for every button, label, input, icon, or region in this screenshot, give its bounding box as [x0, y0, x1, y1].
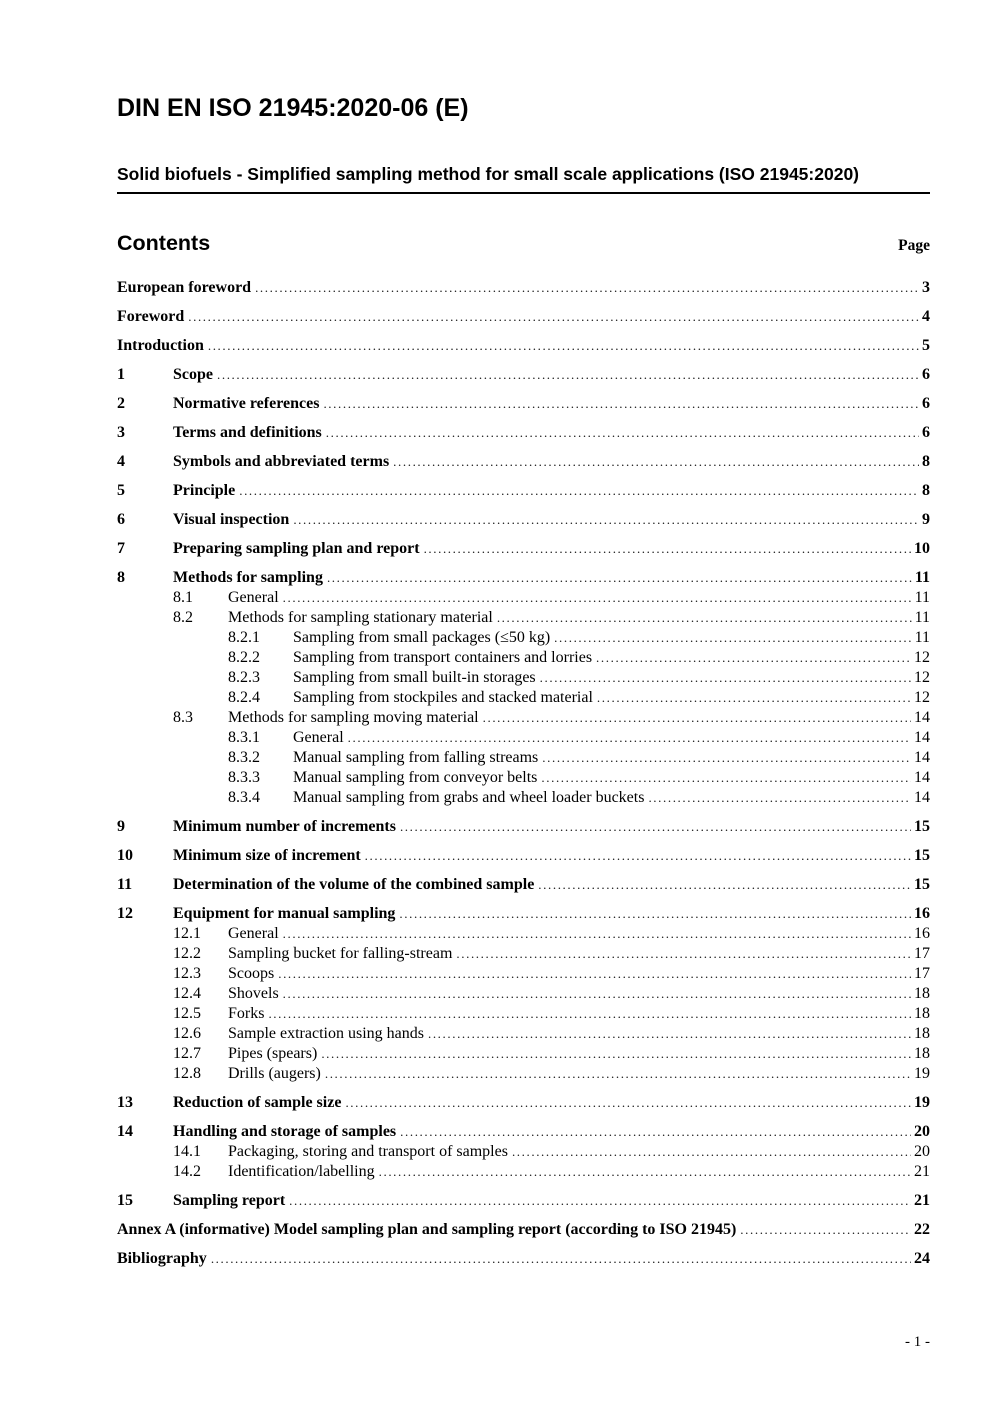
- toc-dot-leader: [283, 924, 911, 944]
- toc-entry-page: 9: [922, 511, 930, 529]
- toc-entry-number: 5: [117, 482, 125, 500]
- toc-entry[interactable]: [117, 768, 930, 788]
- toc-entry-page: 6: [922, 424, 930, 442]
- toc-entry-title: Introduction: [117, 337, 204, 355]
- toc-dot-leader: [597, 688, 911, 708]
- toc-entry[interactable]: [117, 365, 930, 385]
- toc-entry-title: General: [228, 925, 279, 943]
- toc-entry-page: 3: [922, 279, 930, 297]
- toc-entry[interactable]: [117, 1249, 930, 1269]
- toc-entry[interactable]: [117, 423, 930, 443]
- table-of-contents: [117, 278, 930, 1269]
- toc-entry-page: 8: [922, 453, 930, 471]
- toc-entry-title: Sampling report: [173, 1192, 286, 1210]
- toc-entry-title: Methods for sampling stationary material: [228, 609, 493, 627]
- toc-entry-number: 8.3.1: [228, 729, 260, 747]
- toc-entry-number: 9: [117, 818, 125, 836]
- toc-dot-leader: [483, 708, 911, 728]
- toc-entry[interactable]: [117, 875, 930, 895]
- toc-entry-title: Sampling bucket for falling-stream: [228, 945, 453, 963]
- toc-dot-leader: [648, 788, 911, 808]
- toc-entry-page: 20: [914, 1123, 930, 1141]
- toc-entry[interactable]: [117, 668, 930, 688]
- toc-entry-number: 12: [117, 905, 133, 923]
- toc-entry-number: 10: [117, 847, 133, 865]
- toc-dot-leader: [596, 648, 911, 668]
- toc-entry-page: 11: [914, 609, 930, 627]
- toc-entry-title: Manual sampling from grabs and wheel loader buckets: [293, 789, 645, 807]
- toc-dot-leader: [424, 539, 911, 559]
- toc-entry[interactable]: [117, 924, 930, 944]
- toc-entry-page: 11: [914, 629, 930, 647]
- document-title: DIN EN ISO 21945:2020-06 (E): [117, 94, 469, 122]
- toc-dot-leader: [379, 1162, 911, 1182]
- toc-entry-title: Shovels: [228, 985, 279, 1003]
- toc-dot-leader: [393, 452, 919, 472]
- toc-dot-leader: [327, 568, 912, 588]
- toc-entry-page: 14: [914, 769, 930, 787]
- toc-entry-page: 21: [914, 1192, 930, 1210]
- toc-entry-number: 8.2: [173, 609, 193, 627]
- toc-entry-title: Equipment for manual sampling: [173, 905, 396, 923]
- toc-dot-leader: [365, 846, 911, 866]
- toc-entry[interactable]: [117, 568, 930, 588]
- toc-entry[interactable]: [117, 1064, 930, 1084]
- toc-dot-leader: [278, 964, 911, 984]
- toc-entry-title: Methods for sampling moving material: [228, 709, 479, 727]
- contents-header: [117, 231, 930, 256]
- subtitle-rule: [117, 163, 930, 194]
- toc-dot-leader: [268, 1004, 911, 1024]
- toc-entry-number: 8.2.1: [228, 629, 260, 647]
- toc-entry-page: 11: [914, 589, 930, 607]
- toc-entry-title: Symbols and abbreviated terms: [173, 453, 390, 471]
- toc-entry[interactable]: [117, 748, 930, 768]
- toc-dot-leader: [512, 1142, 911, 1162]
- toc-entry-number: 12.6: [173, 1025, 201, 1043]
- toc-entry-title: Sampling from small built-in storages: [293, 669, 536, 687]
- toc-entry-title: Minimum number of increments: [173, 818, 396, 836]
- toc-entry[interactable]: [117, 588, 930, 608]
- toc-entry-page: 8: [922, 482, 930, 500]
- toc-entry-number: 4: [117, 453, 125, 471]
- toc-entry-number: 8.2.2: [228, 649, 260, 667]
- toc-dot-leader: [325, 1064, 911, 1084]
- toc-dot-leader: [345, 1093, 911, 1113]
- toc-entry[interactable]: [117, 788, 930, 808]
- toc-entry[interactable]: [117, 278, 930, 298]
- toc-entry[interactable]: [117, 452, 930, 472]
- toc-entry-number: 8.2.4: [228, 689, 260, 707]
- toc-dot-leader: [541, 768, 911, 788]
- toc-entry-title: Sampling from small packages (≤50 kg): [293, 629, 551, 647]
- toc-entry-title: Sampling from transport containers and lorries: [293, 649, 593, 667]
- toc-entry-title: Packaging, storing and transport of samples: [228, 1143, 508, 1161]
- toc-entry-page: 18: [914, 1045, 930, 1063]
- toc-dot-leader: [428, 1024, 911, 1044]
- toc-dot-leader: [239, 481, 919, 501]
- toc-entry-number: 7: [117, 540, 125, 558]
- toc-dot-leader: [255, 278, 919, 298]
- toc-dot-leader: [323, 394, 919, 414]
- toc-dot-leader: [740, 1220, 911, 1240]
- toc-entry-title: Terms and definitions: [173, 424, 322, 442]
- toc-entry-page: 11: [914, 569, 930, 587]
- toc-entry-page: 12: [914, 649, 930, 667]
- page-number-footer: - 1 -: [905, 1334, 930, 1350]
- toc-entry[interactable]: [117, 688, 930, 708]
- toc-entry-page: 14: [914, 709, 930, 727]
- toc-entry-title: Foreword: [117, 308, 185, 326]
- toc-entry-title: Annex A (informative) Model sampling plan and sampling report (according to ISO 21945): [117, 1221, 737, 1239]
- toc-entry-page: 6: [922, 366, 930, 384]
- toc-entry-page: 18: [914, 1005, 930, 1023]
- toc-dot-leader: [188, 307, 919, 327]
- toc-entry-page: 18: [914, 985, 930, 1003]
- toc-entry-number: 15: [117, 1192, 133, 1210]
- toc-entry[interactable]: [117, 307, 930, 327]
- toc-dot-leader: [326, 423, 919, 443]
- toc-entry-title: Manual sampling from conveyor belts: [293, 769, 538, 787]
- toc-entry[interactable]: [117, 728, 930, 748]
- toc-entry-page: 15: [914, 818, 930, 836]
- toc-entry-page: 16: [914, 905, 930, 923]
- toc-dot-leader: [283, 984, 911, 1004]
- toc-entry-number: 8.3.2: [228, 749, 260, 767]
- toc-entry-page: 15: [914, 847, 930, 865]
- toc-entry[interactable]: [117, 984, 930, 1004]
- toc-entry[interactable]: [117, 608, 930, 628]
- toc-entry-number: 13: [117, 1094, 133, 1112]
- toc-dot-leader: [217, 365, 919, 385]
- toc-entry-title: Forks: [228, 1005, 265, 1023]
- toc-dot-leader: [554, 628, 911, 648]
- toc-dot-leader: [540, 668, 911, 688]
- toc-entry-page: 20: [914, 1143, 930, 1161]
- toc-entry[interactable]: [117, 904, 930, 924]
- toc-entry-number: 14.2: [173, 1163, 201, 1181]
- toc-entry-title: European foreword: [117, 279, 252, 297]
- toc-entry-number: 14.1: [173, 1143, 201, 1161]
- toc-entry-page: 19: [914, 1094, 930, 1112]
- toc-entry-page: 5: [922, 337, 930, 355]
- toc-entry[interactable]: [117, 1044, 930, 1064]
- toc-entry-number: 11: [117, 876, 133, 894]
- toc-entry-page: 17: [914, 945, 930, 963]
- toc-entry[interactable]: [117, 628, 930, 648]
- toc-entry-number: 8.2.3: [228, 669, 260, 687]
- toc-entry-page: 18: [914, 1025, 930, 1043]
- toc-dot-leader: [538, 875, 911, 895]
- toc-entry-number: 2: [117, 395, 125, 413]
- toc-entry-page: 6: [922, 395, 930, 413]
- contents-heading: Contents: [117, 231, 211, 256]
- document-subtitle: Solid biofuels - Simplified sampling method for small scale applications (ISO 21945:2020): [117, 164, 859, 185]
- toc-entry[interactable]: [117, 1220, 930, 1240]
- toc-entry[interactable]: [117, 1122, 930, 1142]
- toc-entry-title: Manual sampling from falling streams: [293, 749, 539, 767]
- toc-entry-page: 12: [914, 689, 930, 707]
- toc-dot-leader: [542, 748, 911, 768]
- toc-entry-title: Pipes (spears): [228, 1045, 318, 1063]
- toc-entry-title: Principle: [173, 482, 236, 500]
- toc-entry-number: 8.1: [173, 589, 193, 607]
- toc-entry-number: 8: [117, 569, 125, 587]
- toc-entry[interactable]: [117, 1093, 930, 1113]
- toc-entry-title: Visual inspection: [173, 511, 290, 529]
- toc-dot-leader: [497, 608, 912, 628]
- toc-entry[interactable]: [117, 846, 930, 866]
- toc-entry-number: 12.3: [173, 965, 201, 983]
- toc-entry[interactable]: [117, 481, 930, 501]
- toc-entry-page: 14: [914, 749, 930, 767]
- toc-entry-number: 12.2: [173, 945, 201, 963]
- toc-entry[interactable]: [117, 1142, 930, 1162]
- toc-entry-page: 24: [914, 1250, 930, 1268]
- toc-entry-page: 14: [914, 789, 930, 807]
- toc-dot-leader: [456, 944, 911, 964]
- toc-entry-number: 14: [117, 1123, 133, 1141]
- toc-entry-title: Normative references: [173, 395, 320, 413]
- toc-entry-title: Bibliography: [117, 1250, 207, 1268]
- toc-dot-leader: [321, 1044, 911, 1064]
- toc-entry-page: 14: [914, 729, 930, 747]
- toc-dot-leader: [400, 1122, 911, 1142]
- toc-entry[interactable]: [117, 648, 930, 668]
- toc-entry-title: Sample extraction using hands: [228, 1025, 424, 1043]
- toc-entry-page: 17: [914, 965, 930, 983]
- toc-entry[interactable]: [117, 708, 930, 728]
- toc-entry[interactable]: [117, 1191, 930, 1211]
- toc-entry-page: 22: [914, 1221, 930, 1239]
- toc-entry[interactable]: [117, 539, 930, 559]
- toc-entry-title: Handling and storage of samples: [173, 1123, 397, 1141]
- toc-entry-title: Minimum size of increment: [173, 847, 361, 865]
- toc-entry-number: 12.1: [173, 925, 201, 943]
- toc-entry-number: 1: [117, 366, 125, 384]
- toc-entry[interactable]: [117, 964, 930, 984]
- toc-entry-title: Preparing sampling plan and report: [173, 540, 420, 558]
- toc-entry[interactable]: [117, 1024, 930, 1044]
- toc-entry-page: 16: [914, 925, 930, 943]
- toc-entry-title: Identification/labelling: [228, 1163, 375, 1181]
- toc-dot-leader: [399, 904, 911, 924]
- toc-entry-number: 12.4: [173, 985, 201, 1003]
- toc-entry[interactable]: [117, 1004, 930, 1024]
- toc-entry[interactable]: [117, 336, 930, 356]
- toc-entry[interactable]: [117, 510, 930, 530]
- toc-entry[interactable]: [117, 394, 930, 414]
- toc-entry-title: Reduction of sample size: [173, 1094, 342, 1112]
- toc-entry-number: 6: [117, 511, 125, 529]
- toc-dot-leader: [289, 1191, 911, 1211]
- toc-entry-number: 12.8: [173, 1065, 201, 1083]
- toc-dot-leader: [211, 1249, 911, 1269]
- toc-entry[interactable]: [117, 1162, 930, 1182]
- toc-entry-page: 15: [914, 876, 930, 894]
- toc-entry-title: Sampling from stockpiles and stacked material: [293, 689, 593, 707]
- toc-dot-leader: [400, 817, 911, 837]
- toc-entry-title: General: [228, 589, 279, 607]
- toc-entry-number: 8.3.4: [228, 789, 260, 807]
- toc-entry-page: 10: [914, 540, 930, 558]
- toc-entry-number: 8.3: [173, 709, 193, 727]
- toc-dot-leader: [283, 588, 912, 608]
- page-column-label: Page: [898, 237, 930, 255]
- toc-dot-leader: [293, 510, 919, 530]
- toc-entry-title: Drills (augers): [228, 1065, 321, 1083]
- toc-entry-title: Scoops: [228, 965, 275, 983]
- toc-entry-title: General: [293, 729, 344, 747]
- toc-entry[interactable]: [117, 944, 930, 964]
- toc-entry-page: 4: [922, 308, 930, 326]
- toc-entry-number: 8.3.3: [228, 769, 260, 787]
- toc-entry-number: 12.5: [173, 1005, 201, 1023]
- toc-entry-page: 19: [914, 1065, 930, 1083]
- toc-entry-number: 12.7: [173, 1045, 201, 1063]
- toc-entry-title: Determination of the volume of the combined sample: [173, 876, 535, 894]
- toc-entry-title: Scope: [173, 366, 213, 384]
- toc-entry[interactable]: [117, 817, 930, 837]
- toc-entry-number: 3: [117, 424, 125, 442]
- toc-entry-title: Methods for sampling: [173, 569, 323, 587]
- toc-dot-leader: [208, 336, 919, 356]
- toc-entry-page: 12: [914, 669, 930, 687]
- toc-dot-leader: [348, 728, 911, 748]
- toc-entry-page: 21: [914, 1163, 930, 1181]
